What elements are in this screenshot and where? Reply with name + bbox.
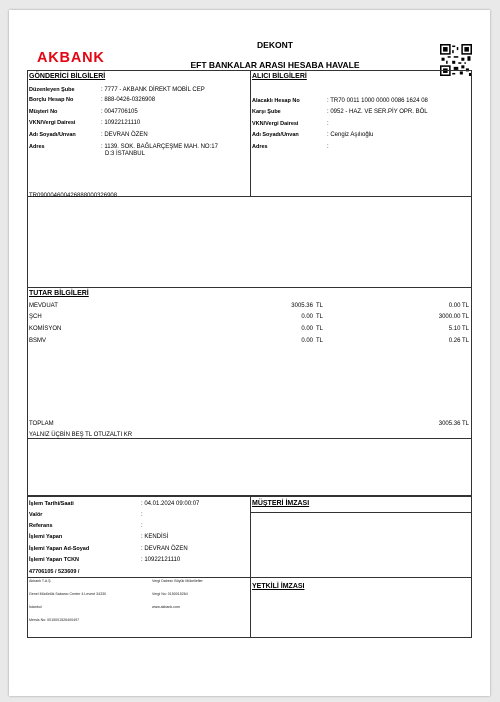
amounts-section-title: TUTAR BİLGİLERİ: [29, 290, 89, 297]
sender-label: VKN/Vergi Dairesi: [29, 120, 76, 126]
amount-value: 0.00: [301, 326, 313, 332]
amount-label: ŞCH: [29, 314, 42, 320]
footer-address: Genel Müdürlük Sabancı Center 4.Levent 34330: [29, 592, 107, 596]
receiver-label: Karşı Şube: [252, 109, 281, 115]
receiver-value: :: [327, 121, 329, 127]
sender-label: Düzenleyen Şube: [29, 87, 75, 93]
transaction-value: : KENDİSİ: [141, 534, 169, 540]
amount-right-value: 3000.00 TL: [438, 314, 469, 320]
sender-label: Borçlu Hesap No: [29, 97, 74, 103]
total-label: TOPLAM: [29, 421, 54, 427]
transaction-label: İşlemi Yapan: [29, 534, 63, 540]
amounts-box: [27, 287, 472, 439]
sender-value: : 888-0426-0326908: [101, 97, 156, 103]
amount-currency: TL: [316, 326, 324, 332]
sender-label: Adres: [29, 144, 45, 150]
total-value: 3005.36 TL: [438, 421, 469, 427]
sender-address-line2: D:3 İSTANBUL: [105, 151, 145, 157]
description-box: [27, 196, 472, 288]
receiver-label: Adı Soyadı/Unvan: [252, 132, 299, 138]
total-in-words: YALNIZ ÜÇBİN BEŞ TL OTUZALTI KR: [29, 432, 133, 438]
receiver-value: : 0952 - HAZ. VE SER.PİY OPR. BÖL: [327, 109, 428, 115]
amount-value: 0.00: [301, 338, 313, 344]
receiver-label: Adres: [252, 144, 268, 150]
footer-company: Akbank T.A.Ş.: [29, 579, 52, 583]
receiver-label: VKN/Vergi Dairesi: [252, 121, 299, 127]
authorized-signature-label: YETKİLİ İMZASI: [252, 583, 305, 590]
receipt-page: [9, 10, 490, 696]
amount-right-value: 0.26 TL: [448, 338, 469, 344]
transaction-value: : 04.01.2024 09:00:07: [141, 501, 200, 507]
amount-currency: TL: [316, 338, 324, 344]
document-subtitle: EFT BANKALAR ARASI HESABA HAVALE: [190, 60, 360, 70]
sender-value: : 10922121110: [101, 120, 141, 126]
transaction-label: Referans: [29, 523, 53, 529]
receiver-value: :: [327, 144, 329, 150]
blank-box: [27, 438, 472, 496]
bank-logo: AKBANK: [37, 50, 105, 66]
amount-value: 0.00: [301, 314, 313, 320]
transaction-code: 47706105 / 523609 /: [29, 569, 80, 575]
customer-signature-label: MÜŞTERİ İMZASI: [252, 500, 310, 507]
transaction-label: İşlem Tarihi/Saati: [29, 501, 74, 507]
sender-value: : 7777 - AKBANK DİREKT MOBİL CEP: [101, 87, 205, 93]
transaction-label: Valör: [29, 512, 43, 518]
sender-value: : 0047706105: [101, 109, 138, 115]
amount-label: KOMİSYON: [29, 326, 62, 332]
amount-label: BSMV: [29, 338, 47, 344]
amount-value: 3005.36: [291, 303, 313, 309]
sender-label: Müşteri No: [29, 109, 58, 115]
sender-value: : 1139. SOK. BAĞLARÇEŞME MAH. NO:17: [101, 144, 218, 150]
transaction-value: :: [141, 523, 143, 529]
amount-currency: TL: [316, 303, 324, 309]
sender-label: Adı Soyadı/Unvan: [29, 132, 76, 138]
transfer-description: TR090004600426888000326908: [29, 193, 118, 199]
footer-mersis: Mersis No: 0015001526400497: [29, 618, 80, 622]
transaction-label: İşlemi Yapan Ad-Soyad: [29, 546, 90, 552]
amount-right-value: 0.00 TL: [448, 303, 469, 309]
receiver-value: : Cengiz Aşılıoğlu: [327, 132, 374, 138]
amount-label: MEVDUAT: [29, 303, 58, 309]
footer-website: www.akbank.com: [152, 605, 180, 609]
transaction-label: İşlemi Yapan TCKN: [29, 557, 80, 563]
document-title: DEKONT: [257, 40, 293, 50]
sender-value: : DEVRAN ÖZEN: [101, 132, 148, 138]
receiver-section-title: ALICI BİLGİLERİ: [252, 73, 307, 80]
amount-currency: TL: [316, 314, 324, 320]
receiver-value: : TR70 0011 1000 0000 0086 1624 08: [327, 98, 428, 104]
footer-city: İstanbul: [29, 605, 42, 609]
footer-tax-office: Vergi Dairesi: Büyük Mükellefler: [152, 579, 203, 583]
transaction-value: : 10922121110: [141, 557, 181, 563]
transaction-value: :: [141, 512, 143, 518]
receiver-label: Alacaklı Hesap No: [252, 98, 300, 104]
transaction-value: : DEVRAN ÖZEN: [141, 546, 188, 552]
amount-right-value: 5.10 TL: [448, 326, 469, 332]
sender-section-title: GÖNDERİCİ BİLGİLERİ: [29, 73, 106, 80]
footer-tax-no: Vergi No: 0150015264: [152, 592, 188, 596]
